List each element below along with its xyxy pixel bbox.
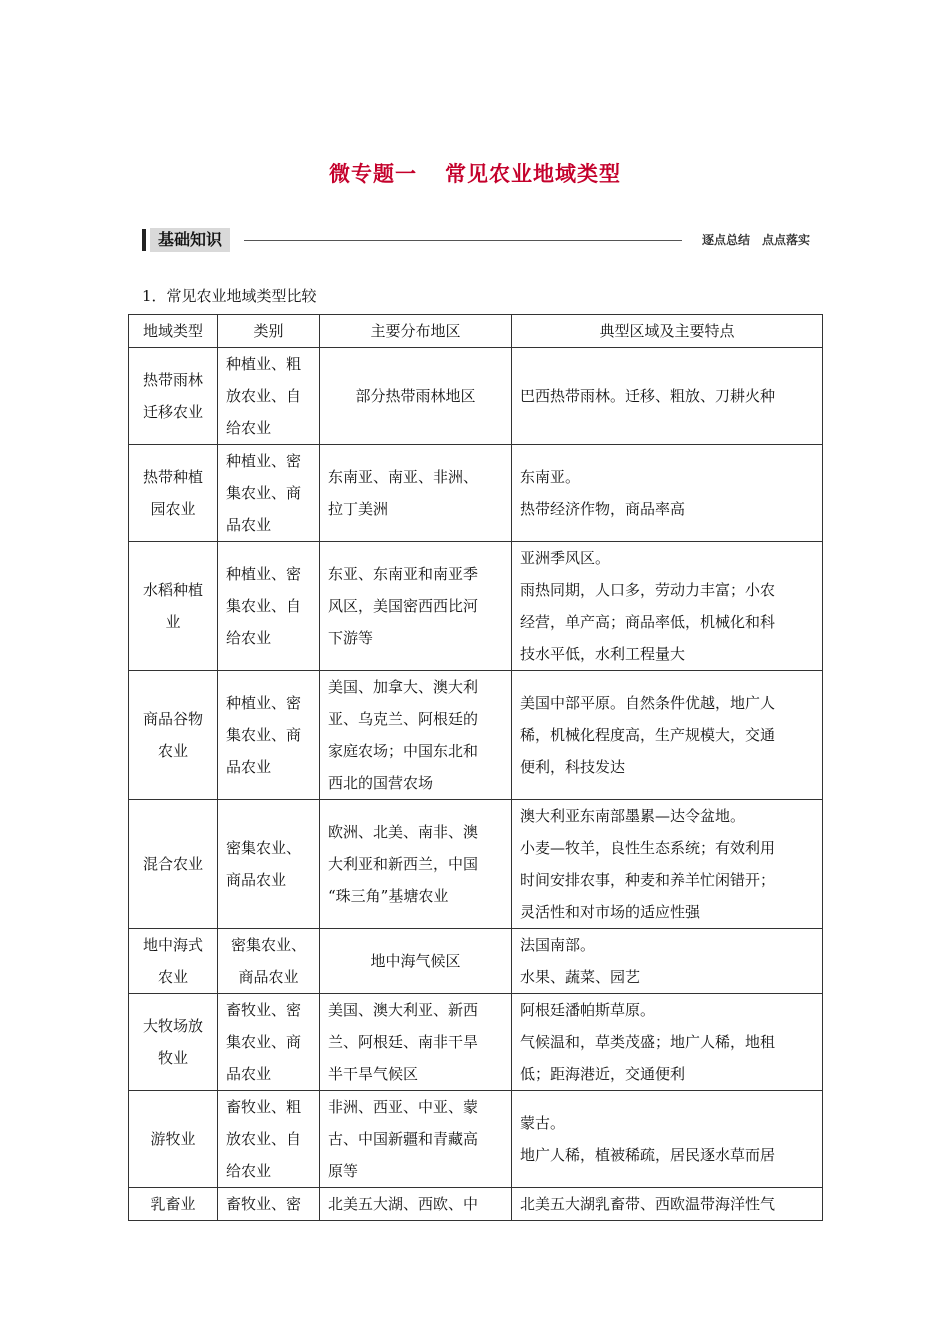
cell-line: 密集农业、 <box>226 839 302 857</box>
cell-line: 稀，机械化程度高，生产规模大，交通 <box>520 726 776 744</box>
cell-line: 古、中国新疆和青藏高 <box>328 1130 479 1148</box>
cell-features <box>512 994 823 1091</box>
table-row <box>129 445 823 542</box>
section-bar-rule <box>244 240 682 241</box>
cell-line: 兰、阿根廷、南非干旱 <box>328 1033 479 1051</box>
cell-line: 时间安排农事，种麦和养羊忙闲错开； <box>520 871 776 889</box>
cell-features <box>512 671 823 800</box>
cell-features <box>512 929 823 994</box>
table-row <box>129 994 823 1091</box>
cell-line: 畜牧业、密 <box>226 1001 302 1019</box>
cell-region-type <box>129 1188 218 1221</box>
cell-line: 下游等 <box>328 629 374 647</box>
cell-category <box>218 348 320 445</box>
cell-line: 原等 <box>328 1162 359 1180</box>
cell-line: 商品谷物 <box>142 710 203 728</box>
cell-line: 家庭农场；中国东北和 <box>328 742 479 760</box>
cell-line: 业 <box>165 613 181 631</box>
cell-line: 亚洲季风区。 <box>520 549 611 567</box>
cell-line: 半干旱气候区 <box>328 1065 419 1083</box>
cell-line: 部分热带雨林地区 <box>355 387 476 405</box>
cell-line: 低；距海港近，交通便利 <box>520 1065 686 1083</box>
cell-line: 东南亚、南亚、非洲、 <box>328 468 479 486</box>
table-row <box>129 1091 823 1188</box>
cell-line: 亚、乌克兰、阿根廷的 <box>328 710 479 728</box>
cell-features <box>512 348 823 445</box>
title-part-2: 常见农业地域类型 <box>445 162 621 186</box>
cell-distribution <box>320 542 512 671</box>
cell-distribution <box>320 445 512 542</box>
section-bar <box>142 228 810 254</box>
cell-line: 风区，美国密西西比河 <box>328 597 479 615</box>
cell-line: 农业 <box>157 742 188 760</box>
cell-category <box>218 542 320 671</box>
cell-line: 欧洲、北美、南非、澳 <box>328 823 479 841</box>
cell-line: 集农业、商 <box>226 484 302 502</box>
cell-category <box>218 929 320 994</box>
cell-region-type <box>129 994 218 1091</box>
cell-line: 乳畜业 <box>150 1195 196 1213</box>
header-cell: 主要分布地区 <box>320 315 512 348</box>
cell-line: 畜牧业、粗 <box>226 1098 302 1116</box>
cell-line: 迁移农业 <box>142 403 203 421</box>
cell-category <box>218 445 320 542</box>
cell-line: 地中海式 <box>142 936 203 954</box>
cell-distribution <box>320 994 512 1091</box>
cell-line: 牧业 <box>157 1049 188 1067</box>
cell-line: 非洲、西亚、中亚、蒙 <box>328 1098 479 1116</box>
cell-line: 给农业 <box>226 629 272 647</box>
cell-category <box>218 994 320 1091</box>
cell-category <box>218 1188 320 1221</box>
cell-line: 农业 <box>157 968 188 986</box>
cell-line: “珠三角”基塘农业 <box>328 887 449 905</box>
cell-line: 地中海气候区 <box>370 952 461 970</box>
cell-line: 澳大利亚东南部墨累—达令盆地。 <box>520 807 746 825</box>
cell-region-type <box>129 800 218 929</box>
cell-features <box>512 542 823 671</box>
cell-category <box>218 1091 320 1188</box>
cell-line: 园农业 <box>150 500 196 518</box>
section-heading: 1．常见农业地域类型比较 <box>142 287 317 305</box>
agriculture-comparison-table <box>128 314 823 1221</box>
cell-line: 放农业、自 <box>226 1130 302 1148</box>
cell-line: 种植业、密 <box>226 452 302 470</box>
table-row <box>129 1188 823 1221</box>
table-row <box>129 800 823 929</box>
cell-line: 美国、澳大利亚、新西 <box>328 1001 479 1019</box>
cell-line: 给农业 <box>226 1162 272 1180</box>
cell-line: 种植业、密 <box>226 565 302 583</box>
section-bar-caption-1: 逐点总结 <box>701 233 750 247</box>
cell-line: 水果、蔬菜、园艺 <box>520 968 641 986</box>
cell-line: 便利，科技发达 <box>520 758 626 776</box>
cell-line: 种植业、粗 <box>226 355 302 373</box>
cell-line: 北美五大湖、西欧、中 <box>328 1195 479 1213</box>
cell-line: 集农业、自 <box>226 597 302 615</box>
cell-distribution <box>320 929 512 994</box>
section-bar-marker <box>142 229 146 251</box>
cell-line: 放农业、自 <box>226 387 302 405</box>
cell-line: 水稻种植 <box>142 581 203 599</box>
header-cell: 典型区域及主要特点 <box>512 315 823 348</box>
cell-line: 蒙古。 <box>520 1114 566 1132</box>
section-bar-caption <box>702 231 810 248</box>
cell-line: 游牧业 <box>150 1130 196 1148</box>
cell-line: 商品农业 <box>226 871 287 889</box>
cell-line: 商品农业 <box>238 968 299 986</box>
cell-distribution <box>320 800 512 929</box>
cell-region-type <box>129 542 218 671</box>
cell-features <box>512 445 823 542</box>
cell-distribution <box>320 1188 512 1221</box>
cell-line: 东南亚。 <box>520 468 581 486</box>
cell-line: 热带种植 <box>142 468 203 486</box>
cell-line: 地广人稀，植被稀疏，居民逐水草而居 <box>520 1146 776 1164</box>
table-row <box>129 542 823 671</box>
header-cell: 地域类型 <box>129 315 218 348</box>
title-part-1: 微专题一 <box>329 162 417 186</box>
cell-line: 热带雨林 <box>142 371 203 389</box>
header-cell: 类别 <box>218 315 320 348</box>
cell-line: 混合农业 <box>142 855 203 873</box>
table-row <box>129 929 823 994</box>
cell-line: 集农业、商 <box>226 726 302 744</box>
cell-line: 北美五大湖乳畜带、西欧温带海洋性气 <box>520 1195 776 1213</box>
cell-line: 经营，单产高；商品率低，机械化和科 <box>520 613 776 631</box>
section-bar-caption-2: 点点落实 <box>761 233 810 247</box>
cell-line: 美国中部平原。自然条件优越，地广人 <box>520 694 776 712</box>
cell-line: 密集农业、 <box>230 936 306 954</box>
cell-line: 品农业 <box>226 1065 272 1083</box>
cell-distribution <box>320 671 512 800</box>
cell-line: 巴西热带雨林。迁移、粗放、刀耕火种 <box>520 387 776 405</box>
cell-features <box>512 800 823 929</box>
cell-line: 品农业 <box>226 516 272 534</box>
cell-distribution <box>320 348 512 445</box>
table-header-row <box>129 315 823 348</box>
cell-features <box>512 1091 823 1188</box>
cell-line: 种植业、密 <box>226 694 302 712</box>
page-title <box>0 158 950 188</box>
cell-line: 品农业 <box>226 758 272 776</box>
cell-line: 西北的国营农场 <box>328 774 434 792</box>
cell-region-type <box>129 671 218 800</box>
table-row <box>129 348 823 445</box>
cell-line: 美国、加拿大、澳大利 <box>328 678 479 696</box>
cell-line: 小麦—牧羊，良性生态系统；有效利用 <box>520 839 776 857</box>
cell-category <box>218 800 320 929</box>
cell-line: 给农业 <box>226 419 272 437</box>
cell-category <box>218 671 320 800</box>
cell-line: 热带经济作物，商品率高 <box>520 500 686 518</box>
cell-region-type <box>129 1091 218 1188</box>
cell-line: 集农业、商 <box>226 1033 302 1051</box>
cell-features <box>512 1188 823 1221</box>
cell-distribution <box>320 1091 512 1188</box>
section-bar-label: 基础知识 <box>150 228 230 252</box>
cell-line: 拉丁美洲 <box>328 500 389 518</box>
cell-line: 大牧场放 <box>142 1017 203 1035</box>
cell-line: 灵活性和对市场的适应性强 <box>520 903 701 921</box>
cell-line: 技水平低，水利工程量大 <box>520 645 686 663</box>
cell-region-type <box>129 348 218 445</box>
cell-line: 雨热同期，人口多，劳动力丰富；小农 <box>520 581 776 599</box>
cell-line: 畜牧业、密 <box>226 1195 302 1213</box>
cell-line: 大利亚和新西兰，中国 <box>328 855 479 873</box>
cell-line: 气候温和，草类茂盛；地广人稀，地租 <box>520 1033 776 1051</box>
cell-region-type <box>129 929 218 994</box>
cell-region-type <box>129 445 218 542</box>
table-row <box>129 671 823 800</box>
cell-line: 法国南部。 <box>520 936 596 954</box>
cell-line: 东亚、东南亚和南亚季 <box>328 565 479 583</box>
cell-line: 阿根廷潘帕斯草原。 <box>520 1001 656 1019</box>
